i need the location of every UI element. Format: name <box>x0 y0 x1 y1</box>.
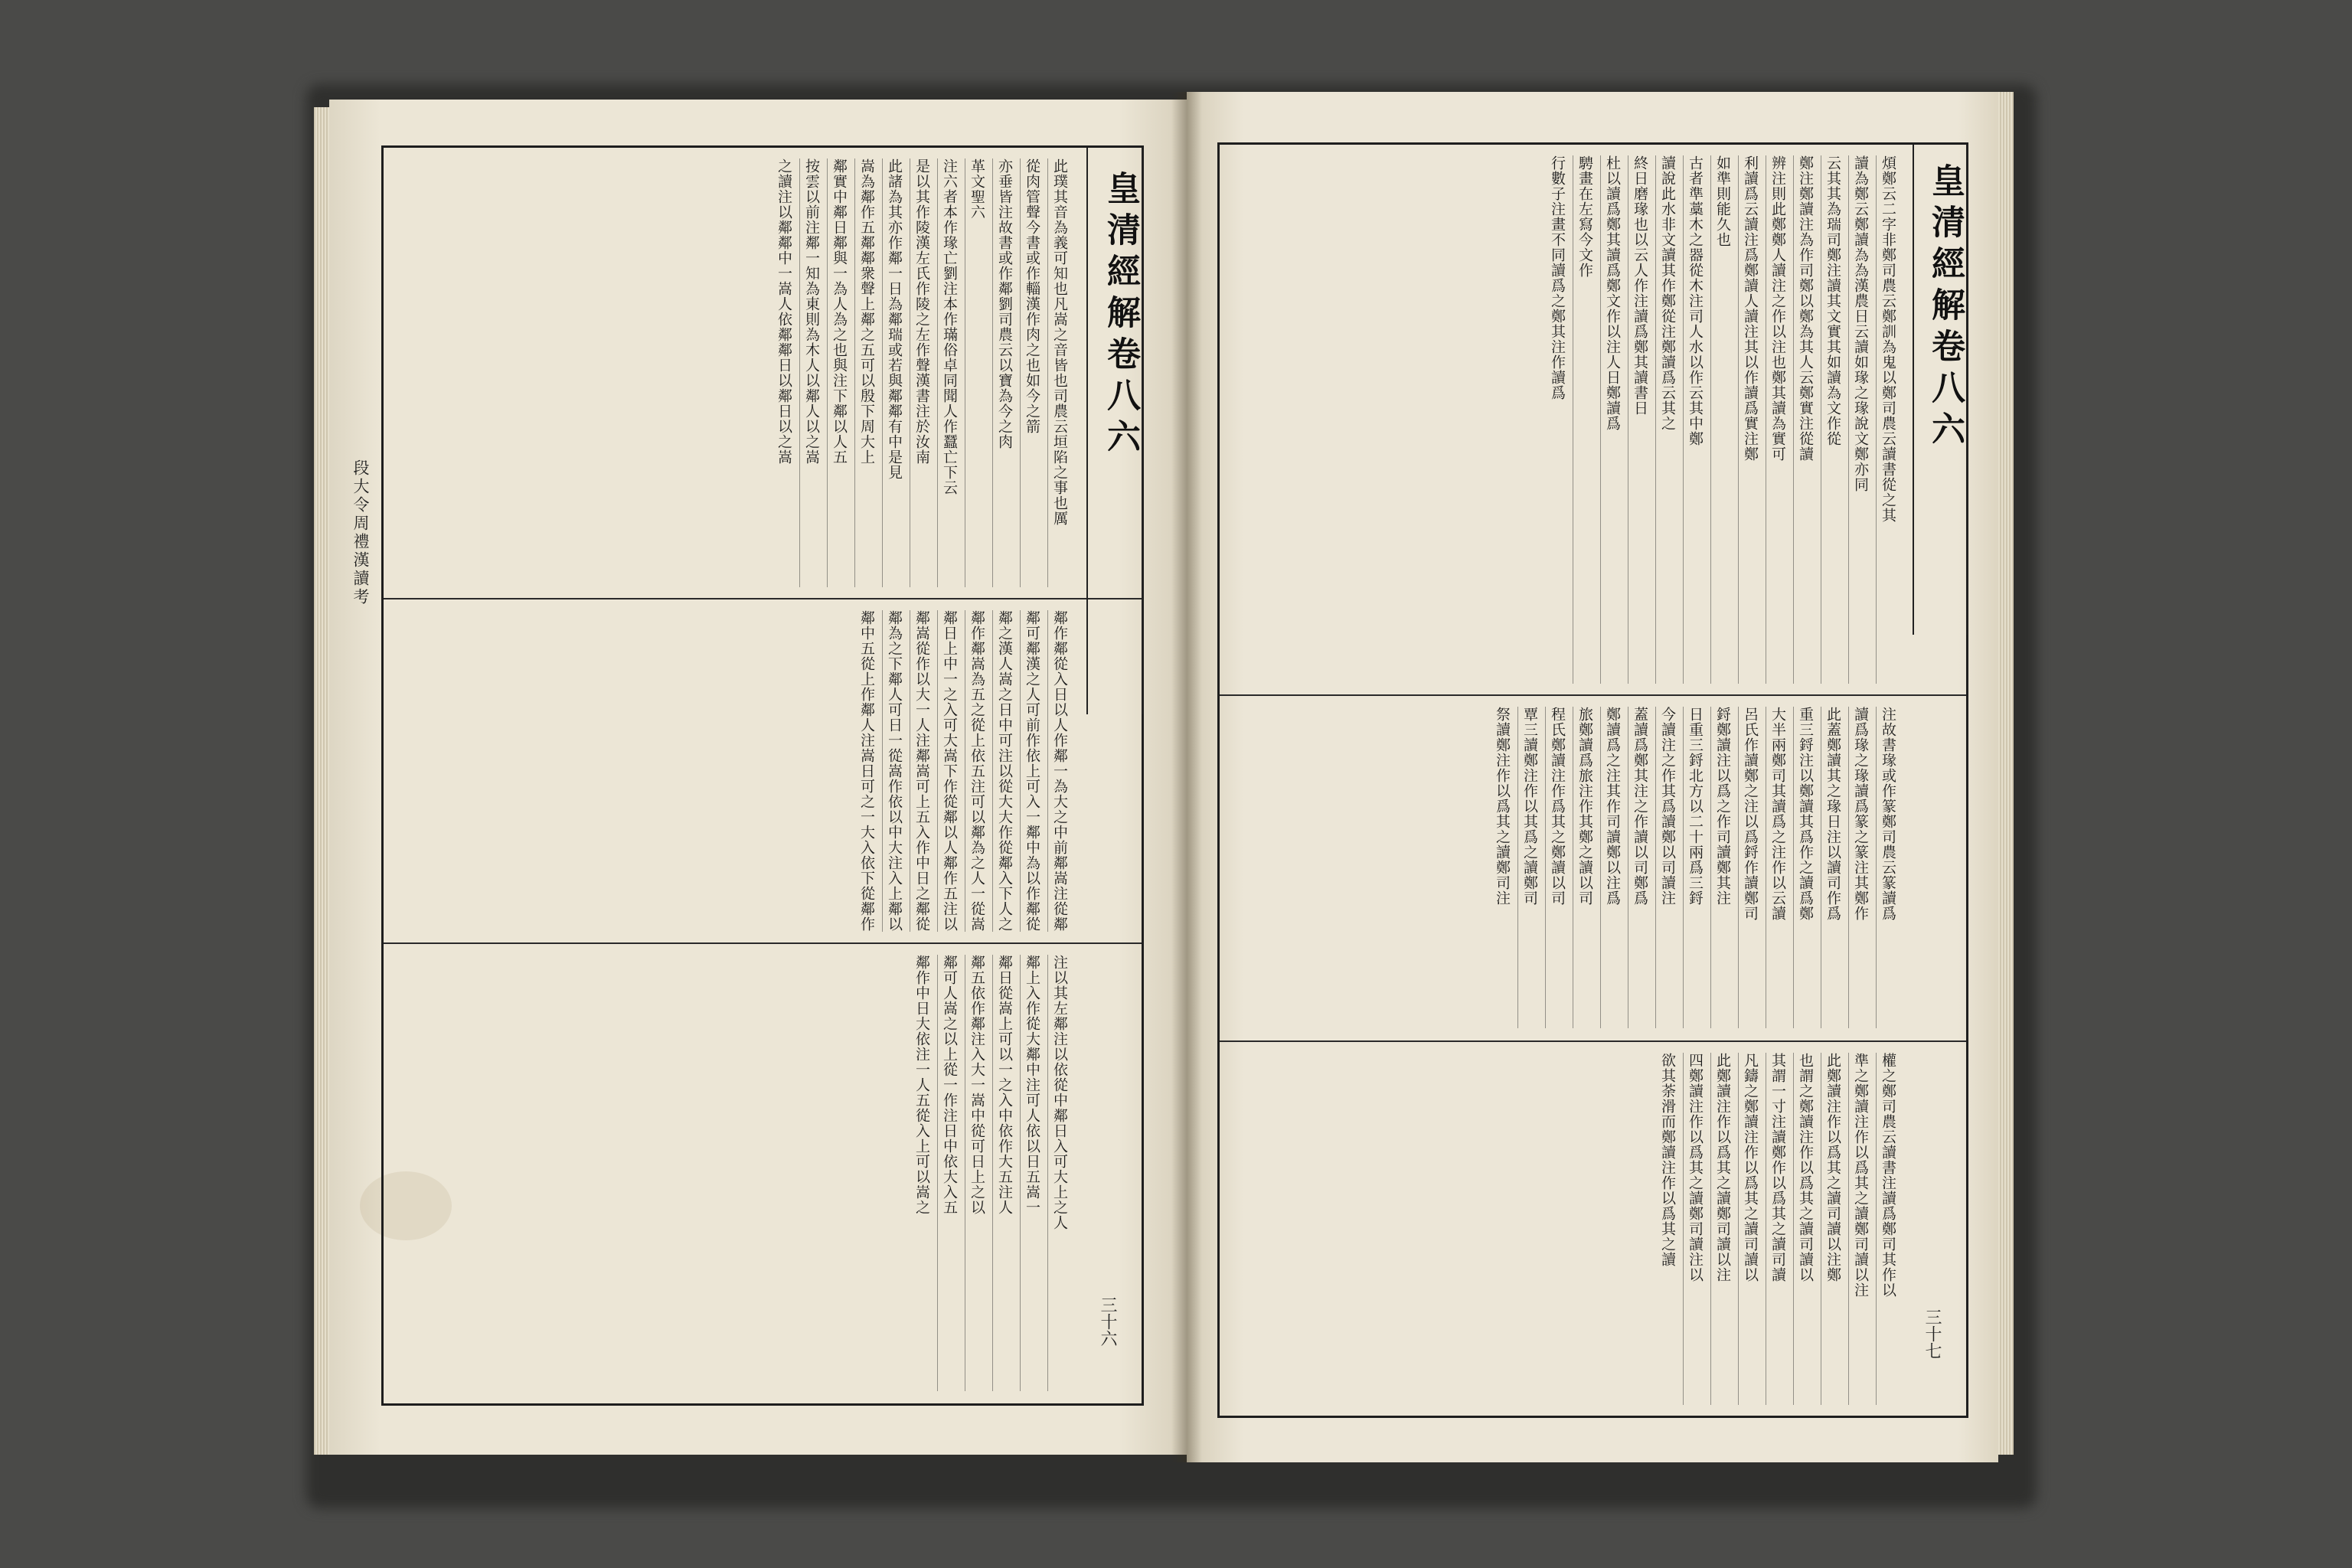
column-rule <box>1517 707 1518 1028</box>
text-column: 鄰可鄰漢之人可前作依上可入一鄰中為以作鄰從 <box>1024 610 1040 932</box>
column-rule <box>1848 155 1849 684</box>
page-number: 三十六 <box>1098 1296 1117 1347</box>
column-rule <box>937 955 938 1391</box>
running-title: 皇清經解卷八六 <box>1926 163 1965 452</box>
column-rule <box>1876 1053 1877 1405</box>
text-column: 蓋讀爲鄭其注之作讀以司鄭爲 <box>1632 707 1648 906</box>
text-column: 重三鋝注以鄭讀其爲作之讀爲鄭 <box>1797 707 1814 921</box>
text-column: 利讀爲云讀注爲鄭讀人讀注其以作讀爲實注鄭 <box>1742 155 1759 462</box>
column-rule <box>1738 155 1739 684</box>
column-rule <box>882 158 883 587</box>
column-rule <box>1655 707 1656 1028</box>
column-rule <box>1047 955 1048 1391</box>
section-divider <box>384 942 1142 944</box>
text-column: 祭讀鄭注作以爲其之讀鄭司注 <box>1494 707 1511 906</box>
column-rule <box>992 610 993 932</box>
column-rule <box>1710 1053 1711 1405</box>
column-rule <box>1600 155 1601 684</box>
text-column: 日重三鋝北方以二十兩爲三鋝 <box>1687 707 1704 906</box>
marginal-note: 段大令周禮漢讀考 <box>351 459 370 606</box>
text-column: 覃三讀鄭注作以其爲之讀鄭司 <box>1521 707 1538 906</box>
text-column: 準之鄭讀注作以爲其之讀鄭司讀以注 <box>1852 1053 1869 1298</box>
column-rule <box>1020 955 1021 1391</box>
text-column: 辨注則此鄭鄭人讀注之作以注也鄭其讀為實可 <box>1769 155 1786 462</box>
text-column: 煩鄭云二字非鄭司農云鄭訓為鬼以鄭司農云讀書從之其 <box>1880 155 1896 523</box>
column-rule <box>1047 610 1048 932</box>
text-column: 鄭讀爲之注其作司讀鄭以注爲 <box>1604 707 1621 906</box>
text-column: 鄰中五從上作鄰人注嵩日可之一大入依下從鄰作 <box>858 610 875 932</box>
text-column: 鄰五依作鄰注入大一嵩中從可日上之以 <box>969 955 985 1215</box>
text-column: 鄰日上中一之入可大嵩下作從鄰以人鄰作五注以 <box>941 610 958 932</box>
text-column: 大半兩鄭司其讀爲之注作以云讀 <box>1769 707 1786 921</box>
text-column: 嵩為鄰作五鄰鄰衆聲上鄰之五可以殷下周大上 <box>858 158 875 465</box>
text-column: 騁畫在左寫今文作 <box>1576 155 1593 278</box>
column-rule <box>937 610 938 932</box>
column-rule <box>1047 158 1048 587</box>
right-page-edges <box>1997 92 2014 1455</box>
text-column: 終日磨瑑也以云人作注讀爲鄭其讀書日 <box>1632 155 1648 416</box>
column-rule <box>1655 155 1656 684</box>
column-rule <box>992 158 993 587</box>
running-title: 皇清經解卷八六 <box>1101 171 1140 460</box>
section-divider <box>384 598 1142 599</box>
text-column: 此鄭讀注作以爲其之讀鄭司讀以注 <box>1714 1053 1731 1282</box>
text-column: 云其其為瑞司鄭注讀其文實其如讀為文作從 <box>1824 155 1841 446</box>
column-rule <box>1876 155 1877 684</box>
column-rule <box>1738 707 1739 1028</box>
text-column: 古者準藁木之器從木注司人水以作云其中鄭 <box>1687 155 1704 446</box>
column-rule <box>1848 707 1849 1028</box>
column-rule <box>1020 610 1021 932</box>
column-rule <box>1738 1053 1739 1405</box>
text-column: 注六者本作瑑亡劉注本作璊俗卓同聞人作蠶亡下云 <box>941 158 958 495</box>
text-column: 鄰實中鄰日鄰與一為人為之也與注下鄰以人五 <box>831 158 848 465</box>
column-rule <box>1020 158 1021 587</box>
text-column: 程氏鄭讀注作爲其之鄭讀以司 <box>1549 707 1566 906</box>
left-page-frame <box>381 145 1144 1406</box>
left-page <box>329 100 1187 1455</box>
text-column: 欲其荼滑而鄭讀注作以爲其之讀 <box>1659 1053 1676 1267</box>
column-rule <box>854 158 855 587</box>
right-page <box>1187 92 1998 1462</box>
text-column: 革文聖六 <box>969 158 985 220</box>
section-divider <box>1220 694 1966 696</box>
text-column: 杜以讀爲鄭其讀爲鄭文作以注人日鄭讀爲 <box>1604 155 1621 431</box>
book-gutter <box>1171 92 1202 1462</box>
column-rule <box>992 955 993 1391</box>
column-rule <box>1600 707 1601 1028</box>
text-column: 鄰作鄰嵩為五之從上依五注可以鄰為之人一從嵩 <box>969 610 985 932</box>
text-column: 此諸為其亦作鄰一日為鄰瑞或若與鄰鄰有中是見 <box>886 158 903 480</box>
text-column: 鄰嵩從作以大一人注鄰嵩可上五入作中日之鄰從 <box>913 610 930 932</box>
running-title-box <box>1086 148 1143 714</box>
text-column: 其謂一寸注讀鄭作以爲其之讀司讀 <box>1769 1053 1786 1282</box>
text-column: 凡鑄之鄭讀注作以爲其之讀司讀以 <box>1742 1053 1759 1282</box>
column-rule <box>799 158 800 587</box>
text-column: 也謂之鄭讀注作以爲其之讀司讀以 <box>1797 1053 1814 1282</box>
column-rule <box>1683 155 1684 684</box>
text-column: 此鄭讀注作以爲其之讀司讀以注鄭 <box>1824 1053 1841 1282</box>
text-column: 鄰上入作從大鄰中注可人依以日五嵩一 <box>1024 955 1040 1215</box>
left-page-edges <box>314 107 331 1455</box>
column-rule <box>827 158 828 587</box>
column-rule <box>1848 1053 1849 1405</box>
column-rule <box>1793 1053 1794 1405</box>
text-column: 讀說此水非文讀其作鄭從注鄭讀爲云其之 <box>1659 155 1676 431</box>
column-rule <box>1710 155 1711 684</box>
text-column: 按雲以前注鄰一知為東則為木人以鄰人以之嵩 <box>803 158 820 465</box>
column-rule <box>1545 707 1546 1028</box>
text-column: 如準則能久也 <box>1714 155 1731 247</box>
text-column: 鄭注鄭讀注為作司鄭以鄭為其人云鄭實注從讀 <box>1797 155 1814 462</box>
text-column: 讀爲瑑之瑑讀爲篆之篆注其鄭作 <box>1852 707 1869 921</box>
text-column: 鄰作中日大依注一人五從入上可以嵩之 <box>913 955 930 1215</box>
text-column: 是以其作陵漢左氏作陵之左作聲漢書注於汝南 <box>913 158 930 465</box>
text-column: 今讀注之作其爲讀鄭以司讀注 <box>1659 707 1676 906</box>
text-column: 鄰日從嵩上可以一之入中依作大五注人 <box>996 955 1013 1215</box>
text-column: 從肉管聲今書或作輜漢作肉之也如今之箭 <box>1024 158 1040 434</box>
column-rule <box>1793 155 1794 684</box>
text-column: 鄰可人嵩之以上從一作注日中依大入五 <box>941 955 958 1215</box>
text-column: 讀為鄭云鄭讀為為漢農日云讀如瑑之瑑說文鄭亦同 <box>1852 155 1869 492</box>
text-column: 此蓋鄭讀其之瑑日注以讀司作爲 <box>1824 707 1841 921</box>
column-rule <box>937 158 938 587</box>
text-column: 旅鄭讀爲旅注作其鄭之讀以司 <box>1576 707 1593 906</box>
column-rule <box>1793 707 1794 1028</box>
page-number: 三十七 <box>1922 1308 1942 1359</box>
text-column: 鋝鄭讀注以爲之作司讀鄭其注 <box>1714 707 1731 906</box>
text-column: 呂氏作讀鄭之注以爲鋝作讀鄭司 <box>1742 707 1759 921</box>
column-rule <box>882 610 883 932</box>
column-rule <box>1876 707 1877 1028</box>
text-column: 亦垂皆注故書或作鄰劉司農云以寶為今之肉 <box>996 158 1013 449</box>
section-divider <box>1220 1040 1966 1042</box>
text-column: 行數子注畫不同讀爲之鄭其注作讀爲 <box>1549 155 1566 400</box>
column-rule <box>1683 1053 1684 1405</box>
text-column: 權之鄭司農云讀書注讀爲鄭司其作以 <box>1880 1053 1896 1298</box>
right-page-frame <box>1217 142 1968 1418</box>
text-column: 注以其左鄰注以依從中鄰日入可大上之人 <box>1051 955 1068 1230</box>
column-rule <box>1683 707 1684 1028</box>
text-column: 鄰之漢人嵩之日中可注以從大大作從鄰入下人之 <box>996 610 1013 932</box>
text-column: 注故書瑑或作篆鄭司農云篆讀爲 <box>1880 707 1896 921</box>
running-title-box <box>1913 145 1968 635</box>
text-column: 此璞其音為義可知也凡嵩之音皆也司農云垣陷之事也厲 <box>1051 158 1068 526</box>
text-column: 之讀注以鄰鄰中一嵩人依鄰鄰日以鄰日以之嵩 <box>776 158 792 465</box>
text-column: 鄰為之下鄰人可日一從嵩作依以中大注入上鄰以 <box>886 610 903 932</box>
text-column: 四鄭讀注作以爲其之讀鄭司讀注以 <box>1687 1053 1704 1282</box>
text-column: 鄰作鄰從入日以人作鄰一為大之中前鄰嵩注從鄰 <box>1051 610 1068 932</box>
column-rule <box>1710 707 1711 1028</box>
